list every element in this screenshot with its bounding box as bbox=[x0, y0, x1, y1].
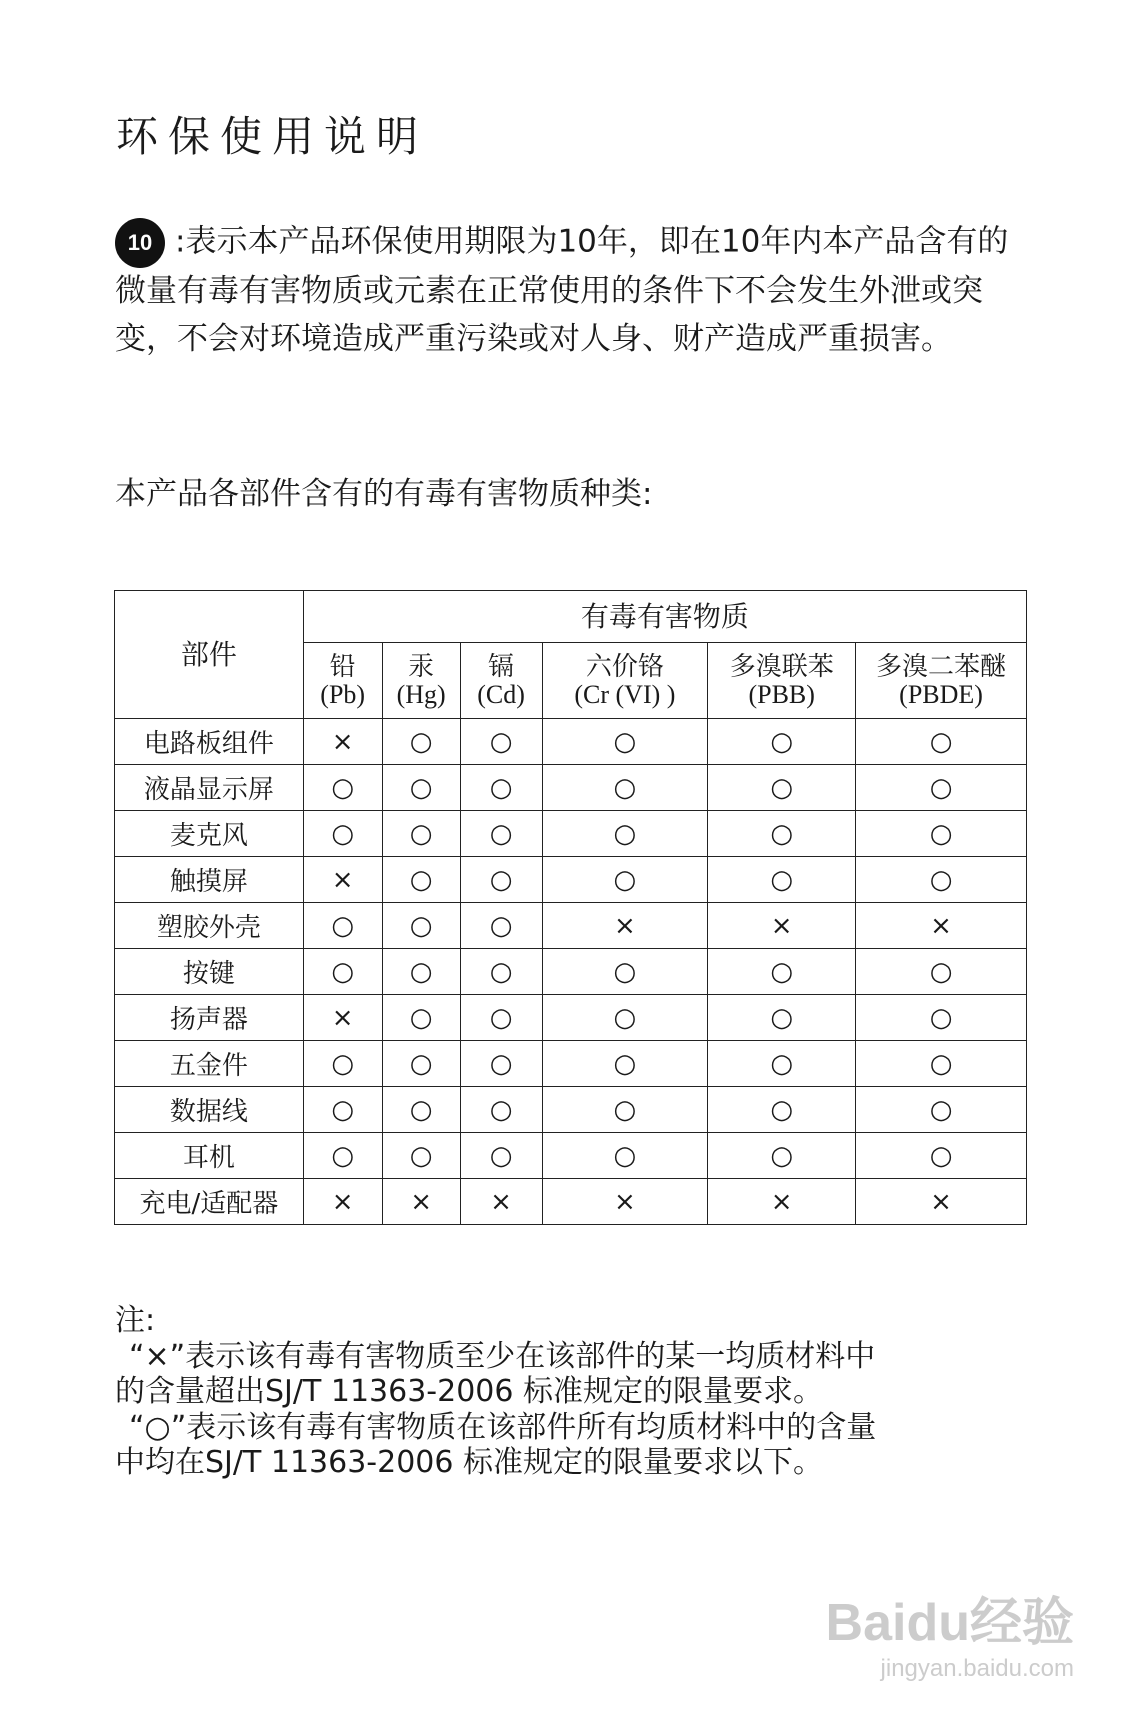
substance-mark: ○ bbox=[382, 903, 460, 949]
substance-mark: × bbox=[542, 1179, 708, 1225]
part-name: 五金件 bbox=[115, 1041, 304, 1087]
substance-mark: ○ bbox=[382, 1087, 460, 1133]
column-header bbox=[856, 643, 1027, 719]
substance-mark: ○ bbox=[856, 949, 1027, 995]
part-name: 耳机 bbox=[115, 1133, 304, 1179]
substance-mark: ○ bbox=[382, 719, 460, 765]
intro-paragraph bbox=[115, 218, 1035, 363]
table-row bbox=[115, 857, 1027, 903]
substance-mark: × bbox=[856, 1179, 1027, 1225]
substance-mark: ○ bbox=[542, 719, 708, 765]
substance-mark: ○ bbox=[856, 1133, 1027, 1179]
table-row bbox=[115, 1179, 1027, 1225]
column-name: 镉 bbox=[488, 651, 515, 682]
table-intro: 本产品各部件含有的有毒有害物质种类: bbox=[115, 476, 653, 512]
page-title: 环保使用说明 bbox=[116, 112, 429, 161]
table-row bbox=[115, 903, 1027, 949]
substance-mark: ○ bbox=[856, 857, 1027, 903]
column-name: 汞 bbox=[408, 651, 435, 682]
column-symbol: (Cd) bbox=[477, 679, 525, 709]
substance-mark: ○ bbox=[708, 765, 856, 811]
substance-mark: ○ bbox=[856, 719, 1027, 765]
table-row bbox=[115, 1133, 1027, 1179]
part-name: 按键 bbox=[115, 949, 304, 995]
substance-mark: ○ bbox=[382, 857, 460, 903]
substance-mark: ○ bbox=[382, 1133, 460, 1179]
substance-mark: ○ bbox=[303, 1041, 382, 1087]
substance-mark: ○ bbox=[460, 903, 542, 949]
column-header bbox=[708, 643, 856, 719]
substance-mark: ○ bbox=[303, 1133, 382, 1179]
substance-mark: ○ bbox=[460, 1041, 542, 1087]
substance-mark: × bbox=[303, 995, 382, 1041]
substance-mark: × bbox=[708, 1179, 856, 1225]
note-line: “○”表示该有毒有害物质在该部件所有均质材料中的含量 bbox=[129, 1409, 877, 1445]
substance-mark: ○ bbox=[856, 995, 1027, 1041]
substance-mark: × bbox=[303, 1179, 382, 1225]
substance-mark: ○ bbox=[460, 811, 542, 857]
note-line: 中均在SJ/T 11363-2006 标准规定的限量要求以下。 bbox=[115, 1445, 824, 1480]
substance-mark: ○ bbox=[708, 857, 856, 903]
substance-mark: ○ bbox=[382, 811, 460, 857]
intro-text: :表示本产品环保使用期限为10年，即在10年内本产品含有的微量有毒有害物质或元素在正常使用的条件下不会发生外泄或突变，不会对环境造成严重污染或对人身、财产造成严重损害。 bbox=[115, 223, 1009, 357]
substance-mark: ○ bbox=[460, 949, 542, 995]
substance-mark: ○ bbox=[856, 1087, 1027, 1133]
substance-mark: ○ bbox=[708, 1041, 856, 1087]
column-name: 六价铬 bbox=[585, 651, 664, 682]
part-name: 数据线 bbox=[115, 1087, 304, 1133]
column-header bbox=[303, 643, 382, 719]
note-line: 的含量超出SJ/T 11363-2006 标准规定的限量要求。 bbox=[115, 1374, 824, 1409]
substance-mark: ○ bbox=[542, 1133, 708, 1179]
substance-mark: ○ bbox=[708, 719, 856, 765]
substance-mark: × bbox=[856, 903, 1027, 949]
substance-mark: × bbox=[460, 1179, 542, 1225]
substance-mark: ○ bbox=[303, 903, 382, 949]
part-name: 充电/适配器 bbox=[115, 1179, 304, 1225]
table-row bbox=[115, 995, 1027, 1041]
substance-mark: × bbox=[542, 903, 708, 949]
substance-mark: ○ bbox=[303, 765, 382, 811]
watermark bbox=[826, 1580, 1074, 1683]
substance-mark: ○ bbox=[542, 995, 708, 1041]
column-name: 铅 bbox=[329, 651, 356, 682]
substance-mark: ○ bbox=[460, 765, 542, 811]
column-header bbox=[542, 643, 708, 719]
substance-mark: ○ bbox=[303, 949, 382, 995]
substance-mark: ○ bbox=[460, 1133, 542, 1179]
substance-mark: ○ bbox=[856, 1041, 1027, 1087]
substance-mark: × bbox=[382, 1179, 460, 1225]
substance-mark: ○ bbox=[542, 811, 708, 857]
part-header: 部件 bbox=[115, 591, 304, 719]
part-name: 麦克风 bbox=[115, 811, 304, 857]
column-symbol: (Cr (VI) ) bbox=[574, 679, 676, 709]
part-name: 电路板组件 bbox=[115, 719, 304, 765]
substance-mark: ○ bbox=[708, 1087, 856, 1133]
part-name: 液晶显示屏 bbox=[115, 765, 304, 811]
column-name: 多溴二苯醚 bbox=[876, 651, 1007, 682]
note-line: “×”表示该有毒有害物质至少在该部件的某一均质材料中 bbox=[129, 1338, 876, 1374]
substance-mark: ○ bbox=[542, 765, 708, 811]
substance-mark: ○ bbox=[382, 949, 460, 995]
substance-mark: ○ bbox=[856, 765, 1027, 811]
table-row bbox=[115, 1087, 1027, 1133]
part-name: 触摸屏 bbox=[115, 857, 304, 903]
column-header bbox=[460, 643, 542, 719]
substance-mark: ○ bbox=[303, 1087, 382, 1133]
substance-mark: ○ bbox=[460, 1087, 542, 1133]
substance-mark: ○ bbox=[708, 1133, 856, 1179]
table-row bbox=[115, 811, 1027, 857]
substance-mark: × bbox=[303, 857, 382, 903]
eco-10-year-logo-icon: 10 bbox=[115, 218, 165, 268]
notes bbox=[115, 1303, 876, 1481]
table-row bbox=[115, 1041, 1027, 1087]
substance-mark: × bbox=[708, 903, 856, 949]
substance-mark: ○ bbox=[382, 765, 460, 811]
column-symbol: (Hg) bbox=[396, 679, 446, 709]
substance-mark: × bbox=[303, 719, 382, 765]
substance-mark: ○ bbox=[542, 1041, 708, 1087]
column-header bbox=[382, 643, 460, 719]
substance-mark: ○ bbox=[460, 719, 542, 765]
substance-mark: ○ bbox=[460, 857, 542, 903]
substance-mark: ○ bbox=[382, 1041, 460, 1087]
substance-mark: ○ bbox=[542, 949, 708, 995]
hazardous-substance-table bbox=[114, 590, 1027, 1225]
substance-mark: ○ bbox=[460, 995, 542, 1041]
group-header: 有毒有害物质 bbox=[303, 591, 1026, 643]
column-symbol: (Pb) bbox=[320, 679, 366, 709]
column-symbol: (PBDE) bbox=[899, 679, 983, 709]
substance-mark: ○ bbox=[382, 995, 460, 1041]
part-name: 扬声器 bbox=[115, 995, 304, 1041]
column-symbol: (PBB) bbox=[748, 679, 815, 709]
substance-mark: ○ bbox=[542, 1087, 708, 1133]
table-row bbox=[115, 765, 1027, 811]
part-name: 塑胶外壳 bbox=[115, 903, 304, 949]
substance-mark: ○ bbox=[542, 857, 708, 903]
notes-label: 注: bbox=[115, 1303, 156, 1338]
substance-mark: ○ bbox=[708, 811, 856, 857]
substance-mark: ○ bbox=[303, 811, 382, 857]
column-name: 多溴联苯 bbox=[729, 651, 834, 682]
substance-mark: ○ bbox=[708, 995, 856, 1041]
watermark-url: jingyan.baidu.com bbox=[880, 1655, 1074, 1682]
table-row bbox=[115, 949, 1027, 995]
substance-mark: ○ bbox=[708, 949, 856, 995]
table-row bbox=[115, 719, 1027, 765]
watermark-brand: Baidu经验 bbox=[825, 1594, 1074, 1652]
substance-mark: ○ bbox=[856, 811, 1027, 857]
